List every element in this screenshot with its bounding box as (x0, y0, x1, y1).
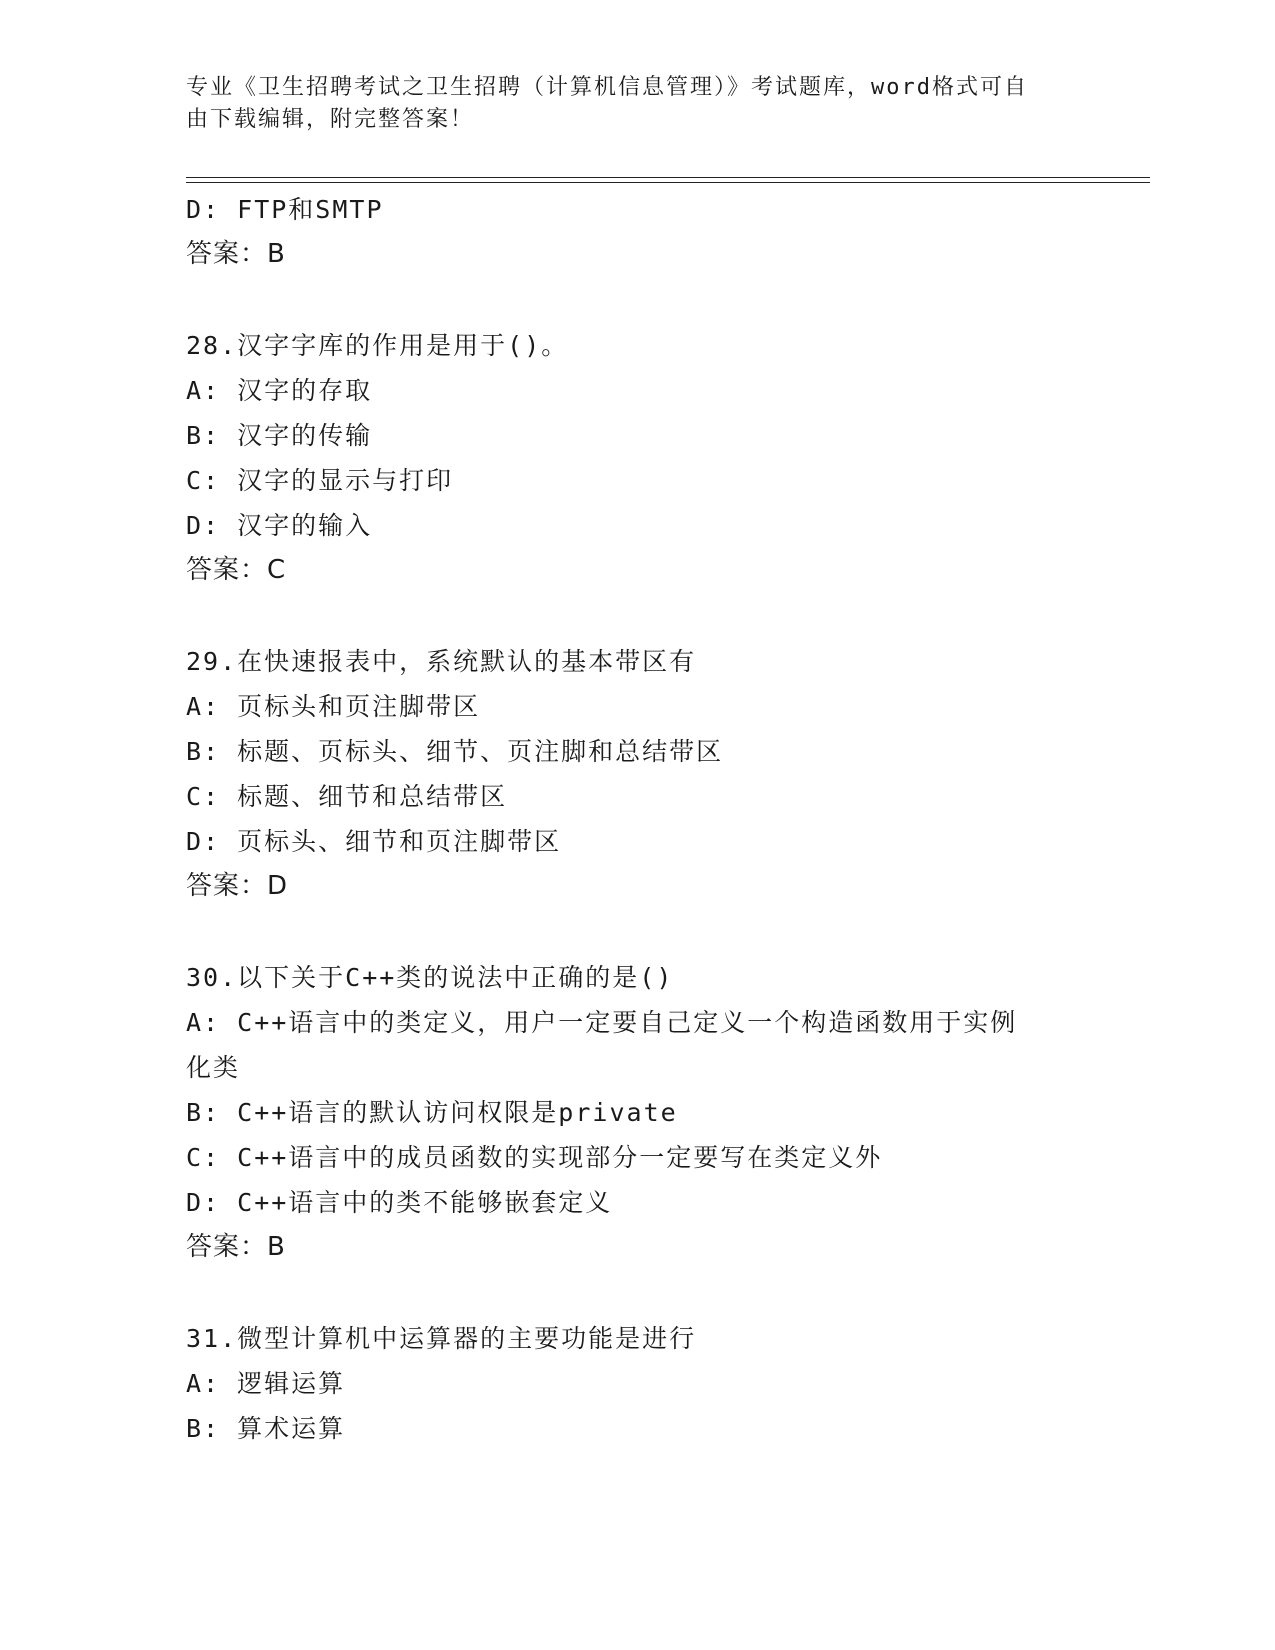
question-30-option-c: C: C++语言中的成员函数的实现部分一定要写在类定义外 (186, 1143, 883, 1172)
question-29-option-a: A: 页标头和页注脚带区 (186, 692, 481, 721)
question-31-stem: 31.微型计算机中运算器的主要功能是进行 (186, 1324, 697, 1353)
header-rule-top (186, 177, 1150, 178)
prev-answer: 答案：B (186, 239, 286, 269)
question-30-option-d: D: C++语言中的类不能够嵌套定义 (186, 1188, 613, 1217)
question-30-option-a: A: C++语言中的类定义，用户一定要自己定义一个构造函数用于实例 (186, 1008, 1018, 1037)
question-30-answer: 答案：B (186, 1232, 286, 1262)
spacer (186, 1270, 1066, 1316)
question-28-stem: 28.汉字字库的作用是用于()。 (186, 331, 569, 360)
question-29-option-d: D: 页标头、细节和页注脚带区 (186, 827, 562, 856)
spacer (186, 909, 1066, 955)
question-28-option-d: D: 汉字的输入 (186, 511, 373, 540)
question-28-option-c: C: 汉字的显示与打印 (186, 466, 454, 495)
question-29-option-c: C: 标题、细节和总结带区 (186, 782, 508, 811)
document-header (186, 72, 1066, 136)
question-29-answer: 答案：D (186, 871, 289, 901)
question-30-option-b: B: C++语言的默认访问权限是private (186, 1098, 678, 1127)
header-rule-bottom (186, 182, 1150, 183)
question-28-option-b: B: 汉字的传输 (186, 421, 373, 450)
question-31-option-b: B: 算术运算 (186, 1414, 346, 1443)
spacer (186, 277, 1066, 323)
question-29-stem: 29.在快速报表中，系统默认的基本带区有 (186, 647, 697, 676)
question-29-option-b: B: 标题、页标头、细节、页注脚和总结带区 (186, 737, 724, 766)
prev-option-d: D: FTP和SMTP (186, 195, 384, 224)
question-28-option-a: A: 汉字的存取 (186, 376, 373, 405)
question-30-option-a-continued: 化类 (186, 1053, 241, 1082)
question-30-stem: 30.以下关于C++类的说法中正确的是() (186, 963, 674, 992)
header-line-2: 由下载编辑，附完整答案！ (186, 107, 475, 132)
question-31-option-a: A: 逻辑运算 (186, 1369, 346, 1398)
question-content (186, 187, 1066, 1451)
question-28-answer: 答案：C (186, 555, 287, 585)
spacer (186, 593, 1066, 639)
header-line-1: 专业《卫生招聘考试之卫生招聘（计算机信息管理）》考试题库，word格式可自 (186, 75, 1028, 100)
